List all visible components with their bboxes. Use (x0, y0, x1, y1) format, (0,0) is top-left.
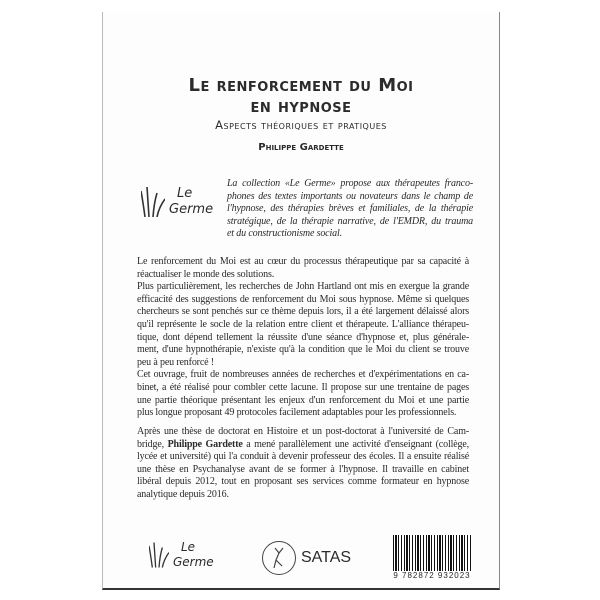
barcode (393, 535, 471, 581)
collection-description (227, 178, 473, 241)
grass-icon (141, 187, 165, 217)
text-line: analytique depuis 2016. (137, 488, 229, 500)
text-line: lycée et université) qui l'a conduit à devenir professeur des écoles. Il a ensuite réalisé (137, 451, 469, 463)
logo-text-le: Le (181, 540, 196, 554)
satas-emblem-icon (261, 540, 297, 576)
isbn-number: 9 782872 932023 (393, 571, 471, 580)
grass-icon (149, 542, 169, 568)
text-line: tique, dont dépend tellement la réussite d'une séance d'hypnose et, plus générale- (137, 331, 469, 343)
text-line: Le renforcement du Moi est au cœur du processus thérapeutique par sa capacité à (137, 256, 469, 267)
author-bio (137, 426, 469, 502)
text-line: ment, d'une hypnothérapie, n'existe qu'à la condition que le Moi du client se trouve (137, 344, 469, 356)
text-line: Cet ouvrage, fruit de nombreuses années de recherches et d'expérimentations en ca- (137, 369, 469, 381)
text: bridge, (137, 438, 168, 450)
le-germe-logo (141, 186, 213, 218)
text-line: La collection «Le Germe» propose aux thérapeutes franco- (227, 178, 473, 189)
text-line: plus longue proposant 49 protocoles facilement adaptables pour les professionnels. (137, 407, 457, 419)
text-line: Plus particulièrement, les recherches de John Hartland ont mis en exergue la grande (137, 281, 469, 293)
le-germe-footer-logo (149, 540, 214, 570)
text-line: réactualiser le monde des solutions. (137, 268, 275, 280)
title-line-1: Le renforcement du Moi (188, 75, 414, 96)
text: a mené parallèlement une activité d'enseignant (collège, (242, 438, 469, 450)
satas-logo (261, 540, 351, 576)
logo-text-germe: Germe (173, 555, 214, 569)
text-line: peu à peu renforcé ! (137, 356, 214, 368)
barcode-bars (393, 535, 471, 571)
publisher-name: SATAS (301, 549, 352, 566)
text-line: stratégique, de la thérapie narrative, de l'EMDR, du trauma (227, 215, 473, 227)
text-line: une partie théorique présentant les enjeux d'un renforcement du Moi et une partie (137, 394, 469, 406)
book-back-cover (102, 12, 500, 590)
text-line: chercheurs se sont penchés sur ce thème depuis lors, il a été largement délaissé alors (137, 306, 469, 318)
logo-text-germe: Germe (169, 202, 214, 217)
text-line (137, 439, 469, 452)
text-line: libéral depuis 2012, tout en proposant ses services comme formateur en hypnose (137, 476, 469, 488)
author-name-bold: Philippe Gardette (167, 438, 243, 450)
text-line: l'hypnose, des thérapies brèves et familiales, de la thérapie (227, 203, 473, 215)
text-line: une thèse en Psychanalyse avant de se former à l'hypnose. Il travaille en cabinet (137, 463, 469, 475)
text-line: binet, a été réalisé pour combler cette lacune. Il propose sur une trentaine de pages (137, 381, 469, 393)
text-line: qu'il représente le socle de la relation entre client et thérapeute. L'alliance thérapeu- (137, 318, 469, 330)
subtitle: Aspects théoriques et pratiques (215, 118, 387, 132)
logo-text-le: Le (177, 186, 193, 201)
text-line: phones des textes importants ou novateurs dans le champ de (227, 190, 473, 202)
summary-text (137, 256, 469, 420)
author: Philippe Gardette (258, 142, 344, 153)
title-line-2: en hypnose (250, 96, 352, 117)
text-line: Après une thèse de doctorat en Histoire et un post-doctorat à l'université de Cam- (137, 426, 469, 437)
text-line: et du constructionisme social. (227, 228, 342, 240)
text-line: efficacité des suggestions de renforcement du Moi sous hypnose. Même si quelques (137, 293, 469, 305)
